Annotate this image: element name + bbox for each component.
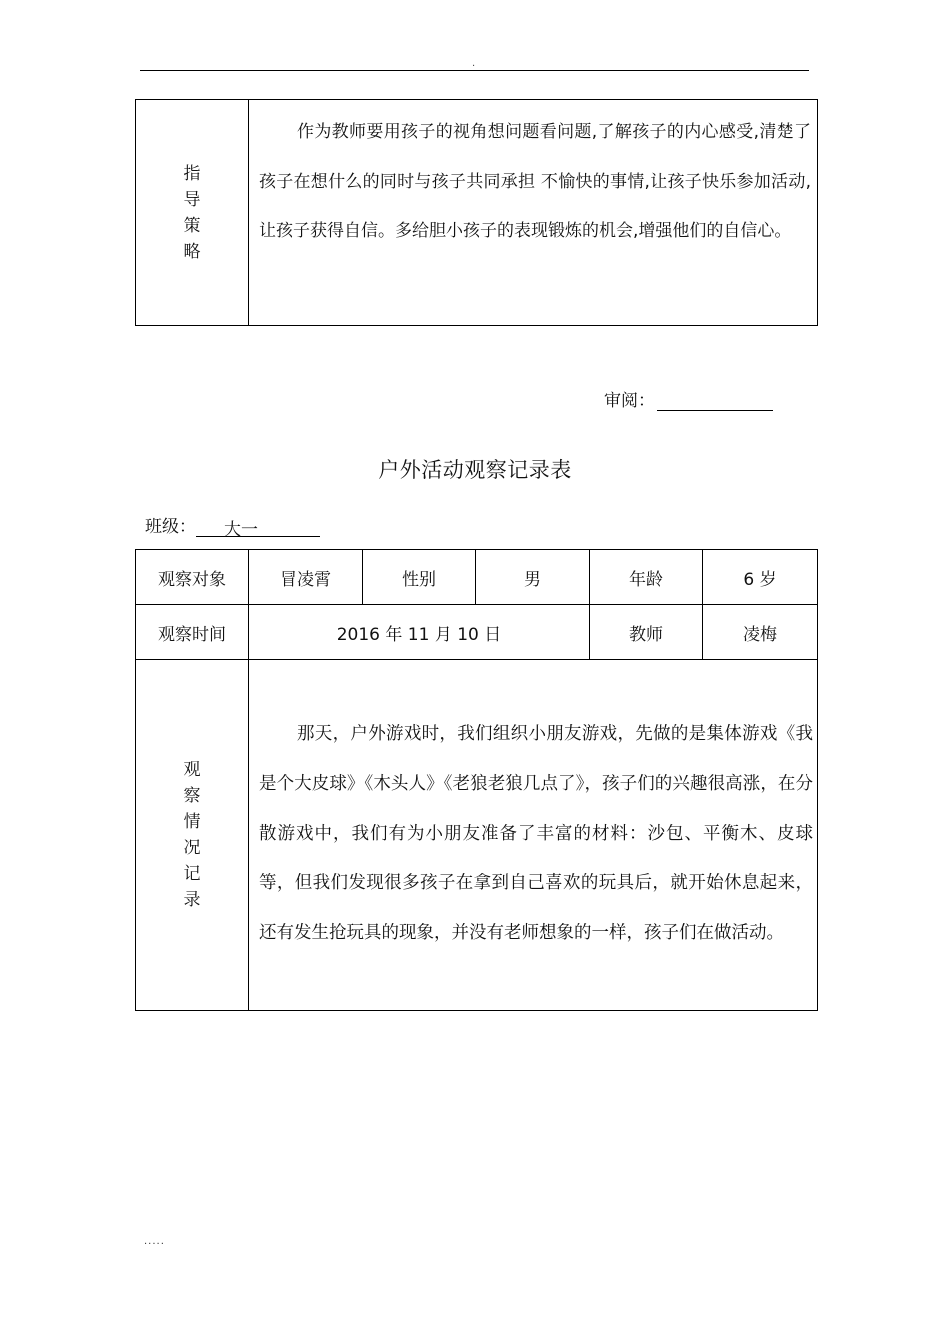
strategy-table xyxy=(135,99,818,326)
form-title: 户外活动观察记录表 xyxy=(378,458,572,482)
table-row xyxy=(136,550,818,605)
observation-label-char: 录 xyxy=(183,890,201,910)
observation-text: 那天，户外游戏时，我们组织小朋友游戏，先做的是集体游戏《我是个大皮球》《木头人》《老狼老狼几点了》，孩子们的兴趣很高涨，在分散游戏中，我们有为小朋友准备了丰富的材料：沙包、平衡木、皮球等，但我们发现很多孩子在拿到自己喜欢的玩具后，就开始休息起来，还有发生抢玩具的现象，并没有老师想象的一样，孩子们在做活动。 xyxy=(249,660,818,1011)
review-signature-line xyxy=(657,388,773,411)
strategy-text: 作为教师要用孩子的视角想问题看问题,了解孩子的内心感受,清楚了孩子在想什么的同时与孩子共同承担 不愉快的事情,让孩子快乐参加活动,让孩子获得自信。多给胆小孩子的表现锻炼的机会,增强他们的自信心。 xyxy=(249,100,818,326)
footer-dots: ..... xyxy=(144,1236,165,1247)
teacher-label: 教师 xyxy=(590,605,703,660)
teacher-value: 凌梅 xyxy=(703,605,818,660)
strategy-label-char: 略 xyxy=(183,241,201,262)
observation-label-char: 观 xyxy=(183,760,201,780)
observation-label-char: 记 xyxy=(183,864,201,884)
age-value: 6 岁 xyxy=(703,550,818,605)
table-row xyxy=(136,660,818,1011)
review-signature xyxy=(604,386,773,411)
observation-label xyxy=(136,660,249,1011)
table-row xyxy=(136,605,818,660)
observation-record-table xyxy=(135,549,818,1011)
observation-label-char: 察 xyxy=(183,786,201,806)
age-label: 年龄 xyxy=(590,550,703,605)
header-rule xyxy=(140,70,809,71)
subject-value: 冒凌霄 xyxy=(249,550,363,605)
strategy-label-char: 导 xyxy=(183,189,201,210)
subject-label: 观察对象 xyxy=(136,550,249,605)
class-label: 班级： xyxy=(145,517,196,537)
time-label: 观察时间 xyxy=(136,605,249,660)
class-info xyxy=(145,512,320,540)
observation-label-char: 况 xyxy=(183,838,201,858)
strategy-label xyxy=(136,100,249,326)
class-value: 大一 xyxy=(196,515,320,537)
strategy-label-char: 策 xyxy=(183,215,201,236)
time-value: 2016 年 11 月 10 日 xyxy=(249,605,590,660)
observation-label-char: 情 xyxy=(183,812,201,832)
strategy-label-char: 指 xyxy=(183,163,201,184)
review-label: 审阅： xyxy=(604,391,655,411)
header-dot: . xyxy=(472,58,476,69)
gender-value: 男 xyxy=(476,550,590,605)
gender-label: 性别 xyxy=(363,550,476,605)
